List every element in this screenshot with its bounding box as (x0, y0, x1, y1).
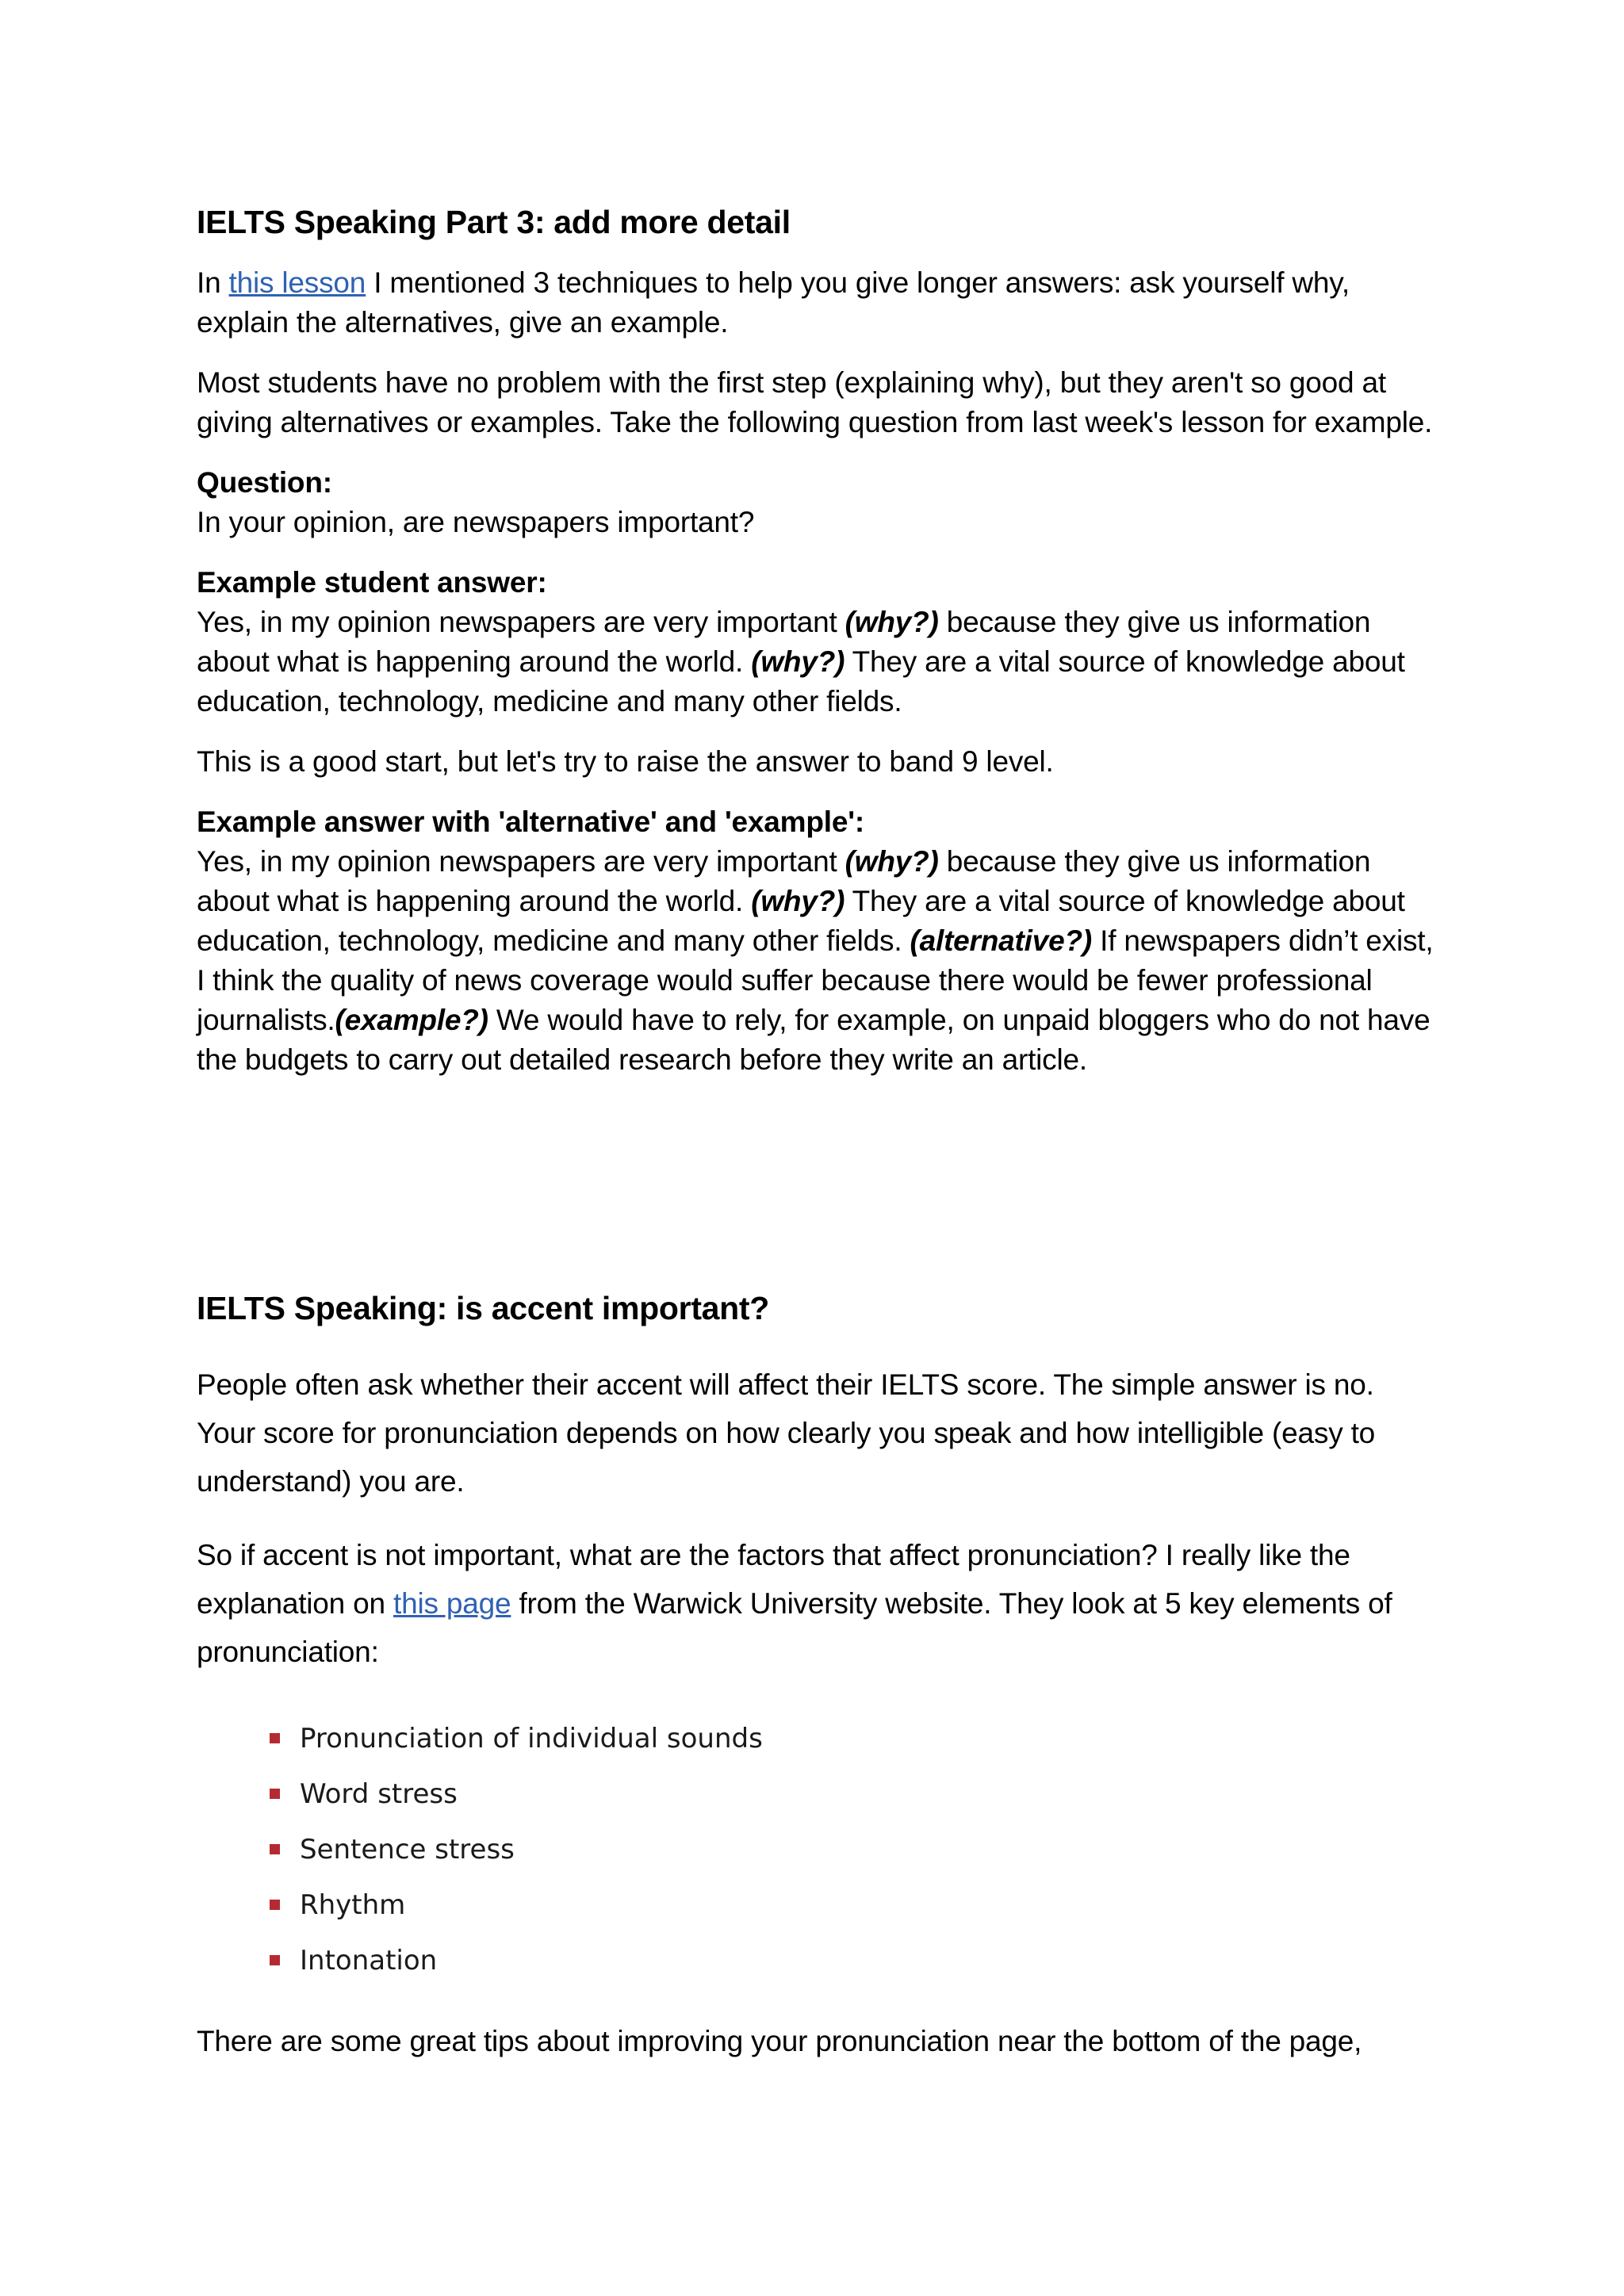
factors-paragraph (197, 1531, 1434, 1676)
answer-text: Yes, in my opinion newspapers are very important (197, 606, 845, 638)
answer-text: because they give us information about what is happening around the world. (197, 845, 1371, 917)
square-bullet-icon (270, 1900, 280, 1910)
answer-text: They are a vital source of knowledge about education, technology, medicine and many other fields. (197, 885, 1405, 957)
list-item-label: Word stress (300, 1778, 458, 1810)
improved-answer-label: Example answer with 'alternative' and 'example': (197, 806, 864, 838)
factors-text-post: from the Warwick University website. They look at 5 key elements of pronunciation: (197, 1587, 1392, 1668)
square-bullet-icon (270, 1789, 280, 1799)
alternative-marker: (alternative?) (910, 924, 1093, 957)
answer-text: Yes, in my opinion newspapers are very important (197, 845, 845, 878)
answer-text: We would have to rely, for example, on unpaid bloggers who do not have the budgets to carry out detailed research before they write an article. (197, 1004, 1431, 1076)
section-add-more-detail (197, 198, 1434, 1100)
why-marker: (why?) (751, 885, 845, 917)
pronunciation-elements-list (270, 1711, 1434, 1988)
answer-text: They are a vital source of knowledge about education, technology, medicine and many other fields. (197, 645, 1405, 718)
question-block (197, 463, 1434, 542)
factors-text-pre: So if accent is not important, what are the factors that affect pronunciation? I really like the explanation on (197, 1539, 1350, 1620)
section-title: IELTS Speaking: is accent important? (197, 1290, 770, 1326)
list-item (270, 1877, 1434, 1933)
improved-answer-block (197, 802, 1434, 1080)
students-paragraph: Most students have no problem with the first step (explaining why), but they aren't so good at giving alternatives or examples. Take the following question from last week's lesson for example. (197, 366, 1433, 438)
why-marker: (why?) (845, 845, 939, 878)
intro-paragraph (197, 263, 1434, 342)
intro-text-post: I mentioned 3 techniques to help you give longer answers: ask yourself why, explain the alternatives, give an example. (197, 266, 1350, 339)
list-item-label: Pronunciation of individual sounds (300, 1723, 763, 1755)
list-item (270, 1933, 1434, 1988)
square-bullet-icon (270, 1733, 280, 1743)
answer-text: If newspapers didn’t exist, I think the quality of news coverage would suffer because there would be fewer professional journalists. (197, 924, 1434, 1036)
list-item (270, 1822, 1434, 1877)
why-marker: (why?) (845, 606, 939, 638)
list-item-label: Rhythm (300, 1889, 406, 1921)
answer-text: because they give us information about what is happening around the world. (197, 606, 1371, 678)
question-label: Question: (197, 466, 332, 499)
list-item-label: Sentence stress (300, 1834, 515, 1866)
this-page-link[interactable]: this page (393, 1587, 511, 1620)
intro-text-pre: In (197, 266, 229, 299)
accent-paragraph: People often ask whether their accent will affect their IELTS score. The simple answer is no. Your score for pronunciation depends on how clearly you speak and how intelligible (easy to understand) you are. (197, 1368, 1376, 1498)
list-item (270, 1766, 1434, 1822)
section-accent-important (197, 1284, 1434, 2091)
list-item (270, 1711, 1434, 1766)
this-lesson-link[interactable]: this lesson (228, 266, 366, 299)
why-marker: (why?) (751, 645, 845, 678)
example-marker: (example?) (335, 1004, 488, 1036)
square-bullet-icon (270, 1844, 280, 1854)
list-item-label: Intonation (300, 1945, 438, 1976)
square-bullet-icon (270, 1955, 280, 1965)
student-answer-label: Example student answer: (197, 566, 547, 599)
student-answer-block (197, 563, 1434, 721)
question-text: In your opinion, are newspapers important? (197, 506, 755, 538)
tips-paragraph: There are some great tips about improving your pronunciation near the bottom of the page, (197, 2025, 1362, 2057)
section-title: IELTS Speaking Part 3: add more detail (197, 204, 791, 240)
good-start-paragraph: This is a good start, but let's try to raise the answer to band 9 level. (197, 745, 1054, 778)
